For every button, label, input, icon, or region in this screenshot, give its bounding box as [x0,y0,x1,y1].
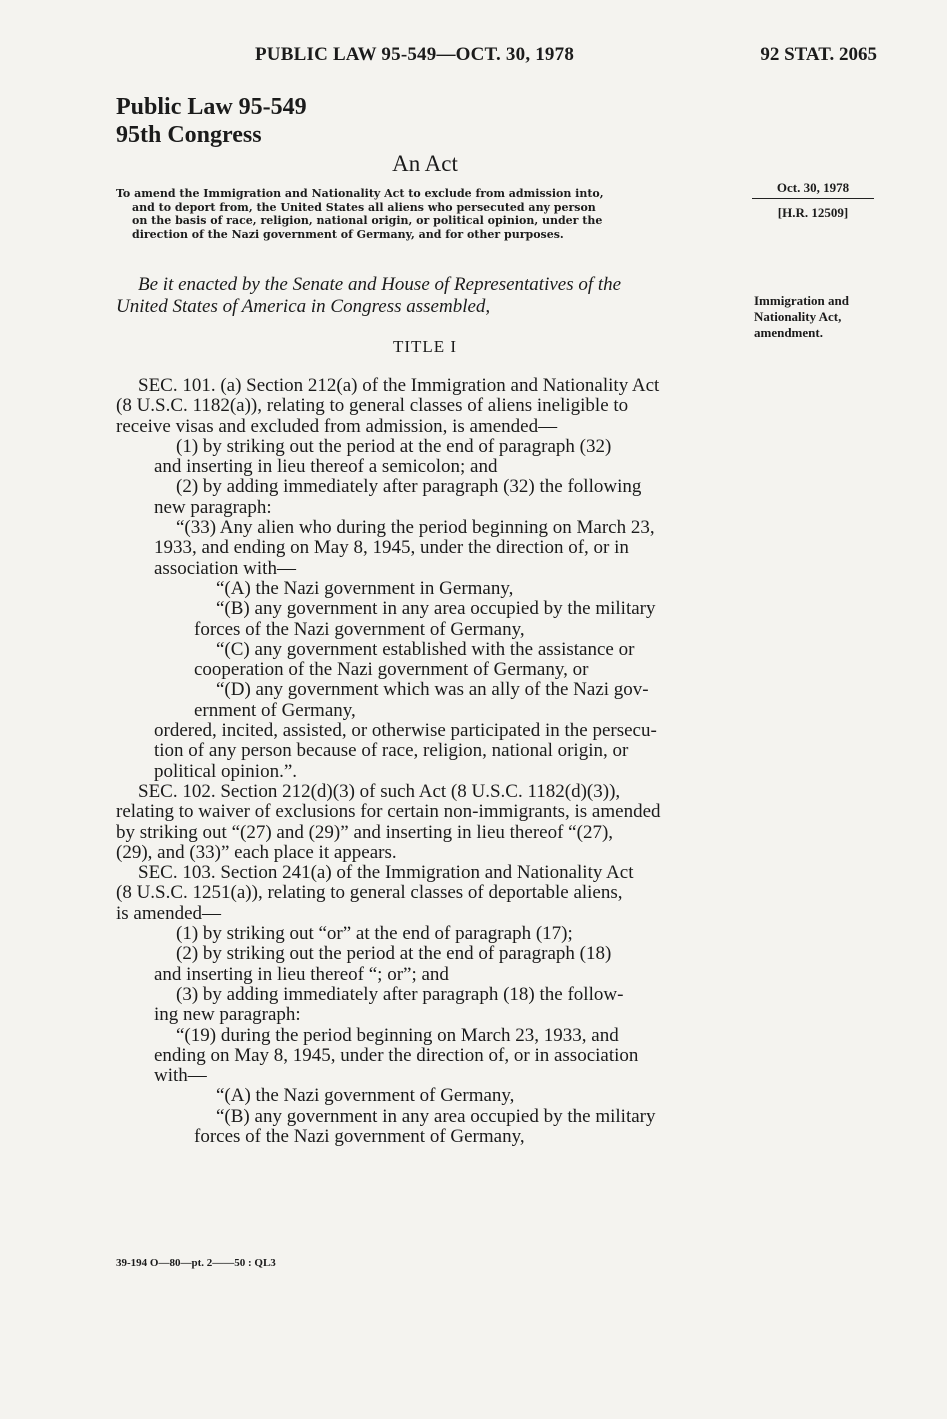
body-line: tion of any person because of race, religion, national origin, or [154,740,629,762]
margin-note [754,293,884,341]
congress: 95th Congress [116,122,262,148]
margin-note-line: amendment. [754,325,823,340]
body-line: (3) by adding immediately after paragraph (18) the follow- [176,983,624,1005]
body-line: “(B) any government in any area occupied by the military [216,598,656,620]
body-line: “(B) any government in any area occupied by the military [216,1105,656,1127]
body-line: (1) by striking out the period at the end of paragraph (32) [176,435,612,457]
body-line: political opinion.”. [154,760,298,782]
margin-note-line: Nationality Act, [754,309,842,324]
body-line: (2) by adding immediately after paragraph (32) the following [176,476,642,498]
body-line: “(A) the Nazi government in Germany, [216,577,514,599]
body-line: and inserting in lieu thereof a semicolon; and [154,456,498,478]
purpose-line: and to deport from, the United States all aliens who persecuted any person [132,200,596,214]
body-line: SEC. 101. (a) Section 212(a) of the Immigration and Nationality Act [138,375,660,396]
body-line: (1) by striking out “or” at the end of paragraph (17); [176,923,573,945]
enactment-date: Oct. 30, 1978 [752,180,874,199]
body-line: “(A) the Nazi government of Germany, [216,1085,515,1107]
print-footer: 39-194 O—80—pt. 2——50 : QL3 [116,1257,276,1269]
statute-citation: 92 STAT. 2065 [760,44,877,65]
body-line: relating to waiver of exclusions for certain non-immigrants, is amended [116,801,661,823]
body-line: cooperation of the Nazi government of Germany, or [194,659,589,681]
body-line: with— [154,1065,207,1087]
law-number: Public Law 95-549 [116,94,307,120]
body-line: ing new paragraph: [154,1004,301,1026]
body-line: “(C) any government established with the assistance or [216,638,635,660]
body-line: (29), and (33)” each place it appears. [116,841,397,863]
purpose-clause [116,187,738,241]
purpose-line: To amend the Immigration and Nationality Act to exclude from admission into, [116,187,604,200]
margin-date-block [752,180,874,221]
body-line: “(19) during the period beginning on March 23, 1933, and [176,1024,619,1046]
body-line: SEC. 103. Section 241(a) of the Immigration and Nationality Act [138,862,634,884]
body-text [116,376,738,1147]
body-line: by striking out “(27) and (29)” and inserting in lieu thereof “(27), [116,821,614,843]
purpose-line: on the basis of race, religion, national origin, or political opinion, under the [132,214,603,227]
body-line: new paragraph: [154,496,272,518]
body-line: SEC. 102. Section 212(d)(3) of such Act (8 U.S.C. 1182(d)(3)), [138,780,621,802]
margin-note-line: Immigration and [754,293,849,308]
body-line: 1933, and ending on May 8, 1945, under the direction of, or in [154,537,629,559]
body-line: ending on May 8, 1945, under the direction of, or in association [154,1044,639,1066]
body-line: “(D) any government which was an ally of the Nazi gov- [216,679,649,701]
body-line: (8 U.S.C. 1182(a)), relating to general classes of aliens ineligible to [116,395,629,417]
body-line: (2) by striking out the period at the end of paragraph (18) [176,943,612,965]
law-title-block [116,93,307,149]
bill-number: [H.R. 12509] [777,205,849,220]
enacting-clause [116,274,738,318]
title-heading: TITLE I [392,337,458,356]
body-line: ordered, incited, assisted, or otherwise participated in the persecu- [154,720,657,742]
body-line: “(33) Any alien who during the period beginning on March 23, [176,517,655,539]
enacting-line: Be it enacted by the Senate and House of Representatives of the [138,274,622,295]
enacting-line: United States of America in Congress assembled, [116,296,491,317]
body-line: forces of the Nazi government of Germany, [194,1125,525,1147]
body-line: receive visas and excluded from admission, is amended— [116,415,558,437]
purpose-line: direction of the Nazi government of Germany, and for other purposes. [132,227,564,241]
body-line: (8 U.S.C. 1251(a)), relating to general classes of deportable aliens, [116,882,623,904]
body-line: ernment of Germany, [194,699,356,721]
body-line: and inserting in lieu thereof “; or”; and [154,963,449,985]
act-title: An Act [392,151,458,176]
running-head: PUBLIC LAW 95-549—OCT. 30, 1978 [255,44,575,65]
body-line: association with— [154,557,296,579]
body-line: forces of the Nazi government of Germany, [194,618,525,640]
body-line: is amended— [116,902,222,924]
